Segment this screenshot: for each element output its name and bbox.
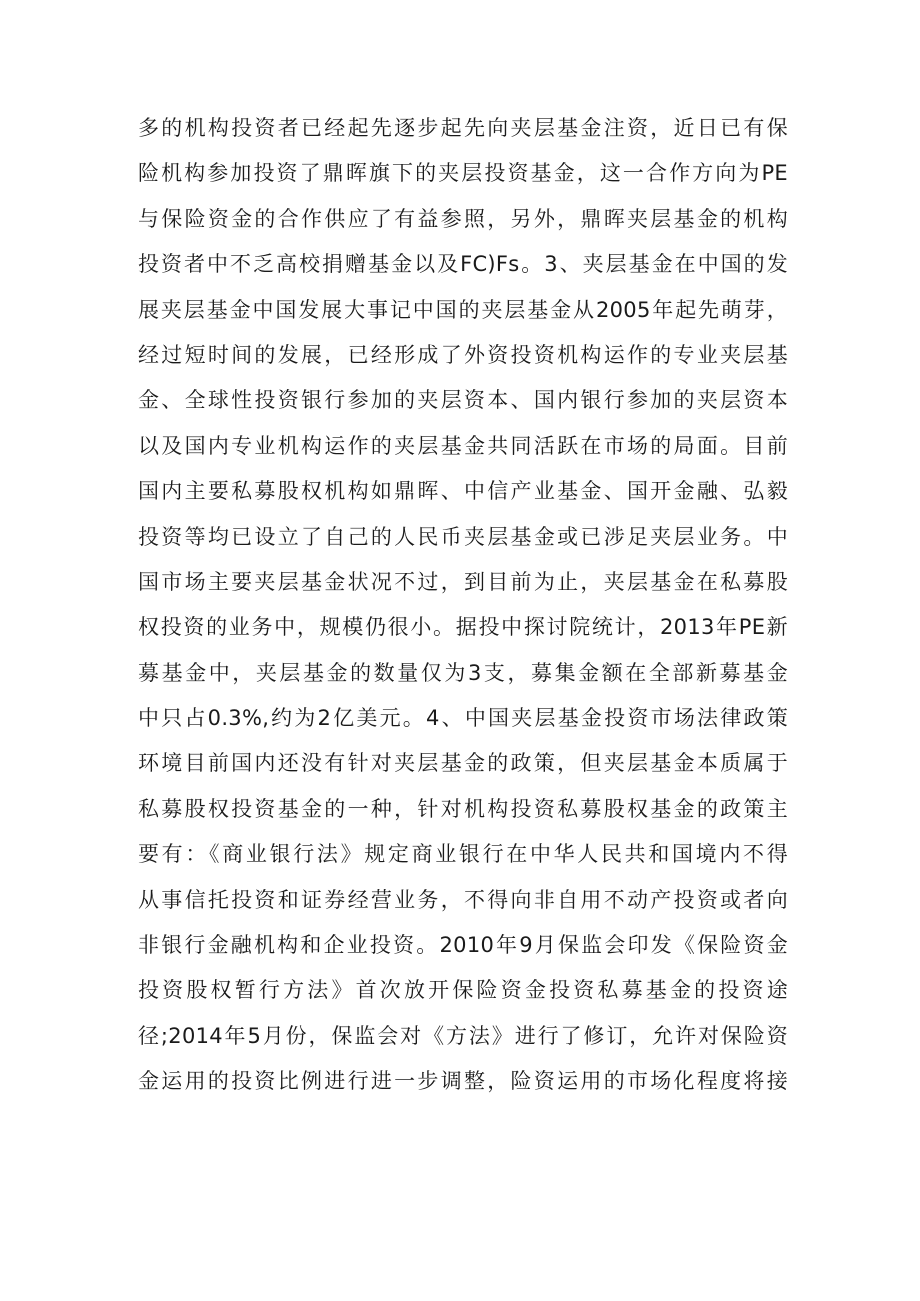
text-line: 金、全球性投资银行参加的夹层资本、国内银行参加的夹层资本	[138, 388, 788, 413]
text-line: 金运用的投资比例进行进一步调整，险资运用的市场化程度将接	[138, 1069, 788, 1094]
text-line: 径;2014年5月份，保监会对《方法》进行了修订，允许对保险资	[138, 1023, 788, 1048]
text-line: 环境目前国内还没有针对夹层基金的政策，但夹层基金本质属于	[138, 751, 788, 776]
text-line: 展夹层基金中国发展大事记中国的夹层基金从2005年起先萌芽，	[138, 297, 788, 322]
text-line: 要有：《商业银行法》规定商业银行在中华人民共和国境内不得	[138, 842, 788, 867]
text-line: 投资等均已设立了自己的人民币夹层基金或已涉足夹层业务。中	[138, 524, 788, 549]
text-line: 与保险资金的合作供应了有益参照，另外，鼎晖夹层基金的机构	[138, 206, 788, 231]
text-line: 险机构参加投资了鼎晖旗下的夹层投资基金，这一合作方向为PE	[138, 161, 788, 186]
text-line: 中只占0.3%,约为2亿美元。4、中国夹层基金投资市场法律政策	[138, 706, 788, 731]
body-text	[138, 106, 788, 1105]
text-line: 国市场主要夹层基金状况不过，到目前为止，夹层基金在私募股	[138, 569, 788, 594]
text-line: 投资股权暂行方法》首次放开保险资金投资私募基金的投资途	[138, 978, 788, 1003]
text-line: 国内主要私募股权机构如鼎晖、中信产业基金、国开金融、弘毅	[138, 479, 788, 504]
text-line: 从事信托投资和证券经营业务，不得向非自用不动产投资或者向	[138, 887, 788, 912]
text-line: 权投资的业务中，规模仍很小。据投中探讨院统计，2013年PE新	[138, 615, 788, 640]
text-line: 以及国内专业机构运作的夹层基金共同活跃在市场的局面。目前	[138, 433, 788, 458]
text-line: 非银行金融机构和企业投资。2010年9月保监会印发《保险资金	[138, 933, 788, 958]
text-line: 私募股权投资基金的一种，针对机构投资私募股权基金的政策主	[138, 796, 788, 821]
text-line: 经过短时间的发展，已经形成了外资投资机构运作的专业夹层基	[138, 342, 788, 367]
text-line: 投资者中不乏高校捐赠基金以及FC)Fs。3、夹层基金在中国的发	[138, 252, 788, 277]
text-line: 多的机构投资者已经起先逐步起先向夹层基金注资，近日已有保	[138, 116, 788, 140]
text-line: 募基金中，夹层基金的数量仅为3支，募集金额在全部新募基金	[138, 660, 788, 685]
